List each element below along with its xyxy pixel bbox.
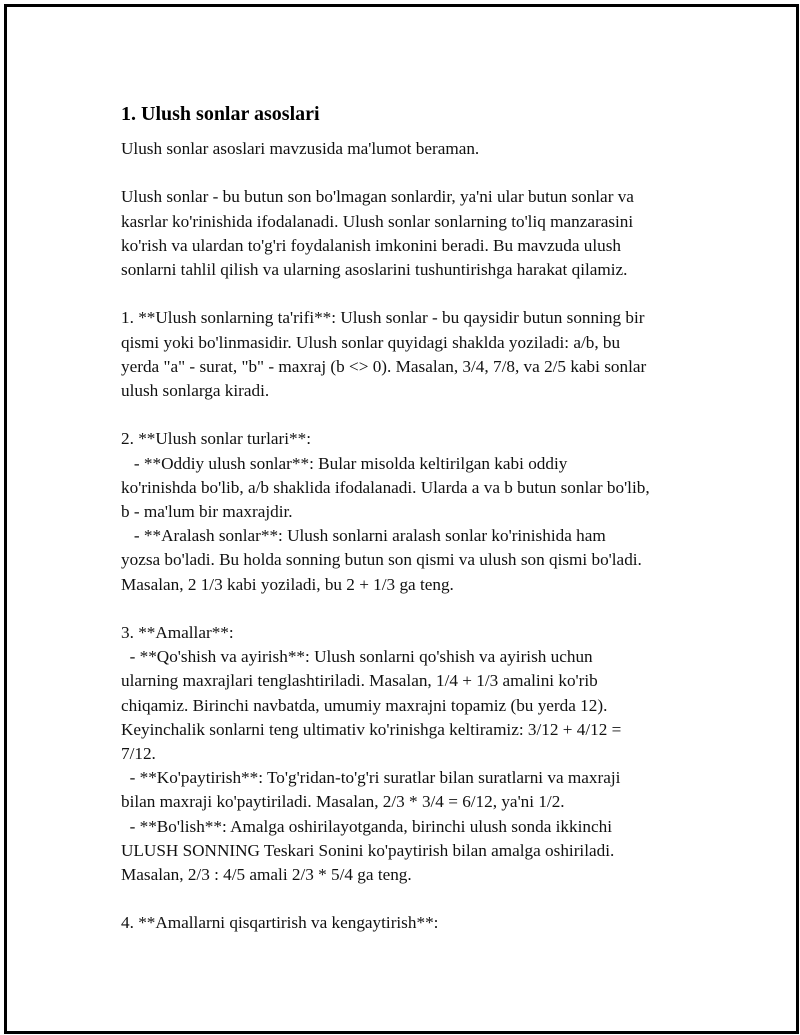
text-line: b - ma'lum bir maxrajdir. xyxy=(121,502,293,521)
text-line: Masalan, 2/3 : 4/5 amali 2/3 * 5/4 ga teng. xyxy=(121,865,412,885)
blank-line xyxy=(121,597,701,621)
text-line: ko'rish va ulardan to'g'ri foydalanish imkonini beradi. Bu mavzuda ulush xyxy=(121,235,621,255)
blank-line xyxy=(121,161,701,185)
text-line: - **Qo'shish va ayirish**: Ulush sonlarni qo'shish va ayirish uchun xyxy=(121,647,593,667)
text-line: Keyinchalik sonlarni teng ultimativ ko'rinishga keltiramiz: 3/12 + 4/12 = xyxy=(121,719,622,739)
text-line: chiqamiz. Birinchi navbatda, umumiy maxrajni topamiz (bu yerda 12). xyxy=(121,695,608,715)
page-frame xyxy=(4,4,799,1034)
text-line: sonlarni tahlil qilish va ularning asoslarini tushuntirishga harakat qilamiz. xyxy=(121,260,628,279)
text-line: Ulush sonlar asoslari mavzusida ma'lumot beraman. xyxy=(121,139,480,158)
blank-line xyxy=(121,282,701,306)
text-line: ULUSH SONNING Teskari Sonini ko'paytirish bilan amalga oshiriladi. xyxy=(121,840,615,860)
text-line: 4. **Amallarni qisqartirish va kengaytirish**: xyxy=(121,913,439,933)
text-line: Masalan, 2 1/3 kabi yoziladi, bu 2 + 1/3 ga teng. xyxy=(121,574,454,594)
text-line: - **Ko'paytirish**: To'g'ridan-to'g'ri suratlar bilan suratlarni va maxraji xyxy=(121,768,621,788)
document-body xyxy=(121,101,701,936)
text-line: 1. **Ulush sonlarning ta'rifi**: Ulush sonlar - bu qaysidir butun sonning bir xyxy=(121,308,645,328)
text-line: Ulush sonlar - bu butun son bo'lmagan sonlardir, ya'ni ular butun sonlar va xyxy=(121,187,634,207)
text-line: - **Oddiy ulush sonlar**: Bular misolda keltirilgan kabi oddiy xyxy=(121,453,568,473)
document-title: 1. Ulush sonlar asoslari xyxy=(121,103,320,125)
text-line: ularning maxrajlari tenglashtiriladi. Masalan, 1/4 + 1/3 amalini ko'rib xyxy=(121,671,598,691)
text-line: qismi yoki bo'linmasidir. Ulush sonlar quyidagi shaklda yoziladi: a/b, bu xyxy=(121,332,621,352)
blank-line xyxy=(121,887,701,911)
document-text xyxy=(121,137,701,936)
text-line: 3. **Amallar**: xyxy=(121,623,234,642)
blank-line xyxy=(121,403,701,427)
text-line: ko'rinishda bo'lib, a/b shaklida ifodalanadi. Ularda a va b butun sonlar bo'lib, xyxy=(121,477,650,497)
text-line: kasrlar ko'rinishida ifodalanadi. Ulush sonlar sonlarning to'liq manzarasini xyxy=(121,211,634,231)
text-line: 2. **Ulush sonlar turlari**: xyxy=(121,429,311,449)
text-line: yerda "a" - surat, "b" - maxraj (b <> 0). Masalan, 3/4, 7/8, va 2/5 kabi sonlar xyxy=(121,356,647,376)
text-line: ulush sonlarga kiradi. xyxy=(121,381,270,400)
text-line: 7/12. xyxy=(121,744,156,764)
text-line: yozsa bo'ladi. Bu holda sonning butun son qismi va ulush son qismi bo'ladi. xyxy=(121,550,642,570)
text-line: - **Aralash sonlar**: Ulush sonlarni aralash sonlar ko'rinishida ham xyxy=(121,526,606,546)
text-line: - **Bo'lish**: Amalga oshirilayotganda, birinchi ulush sonda ikkinchi xyxy=(121,816,612,836)
text-line: bilan maxraji ko'paytiriladi. Masalan, 2/3 * 3/4 = 6/12, ya'ni 1/2. xyxy=(121,792,565,812)
